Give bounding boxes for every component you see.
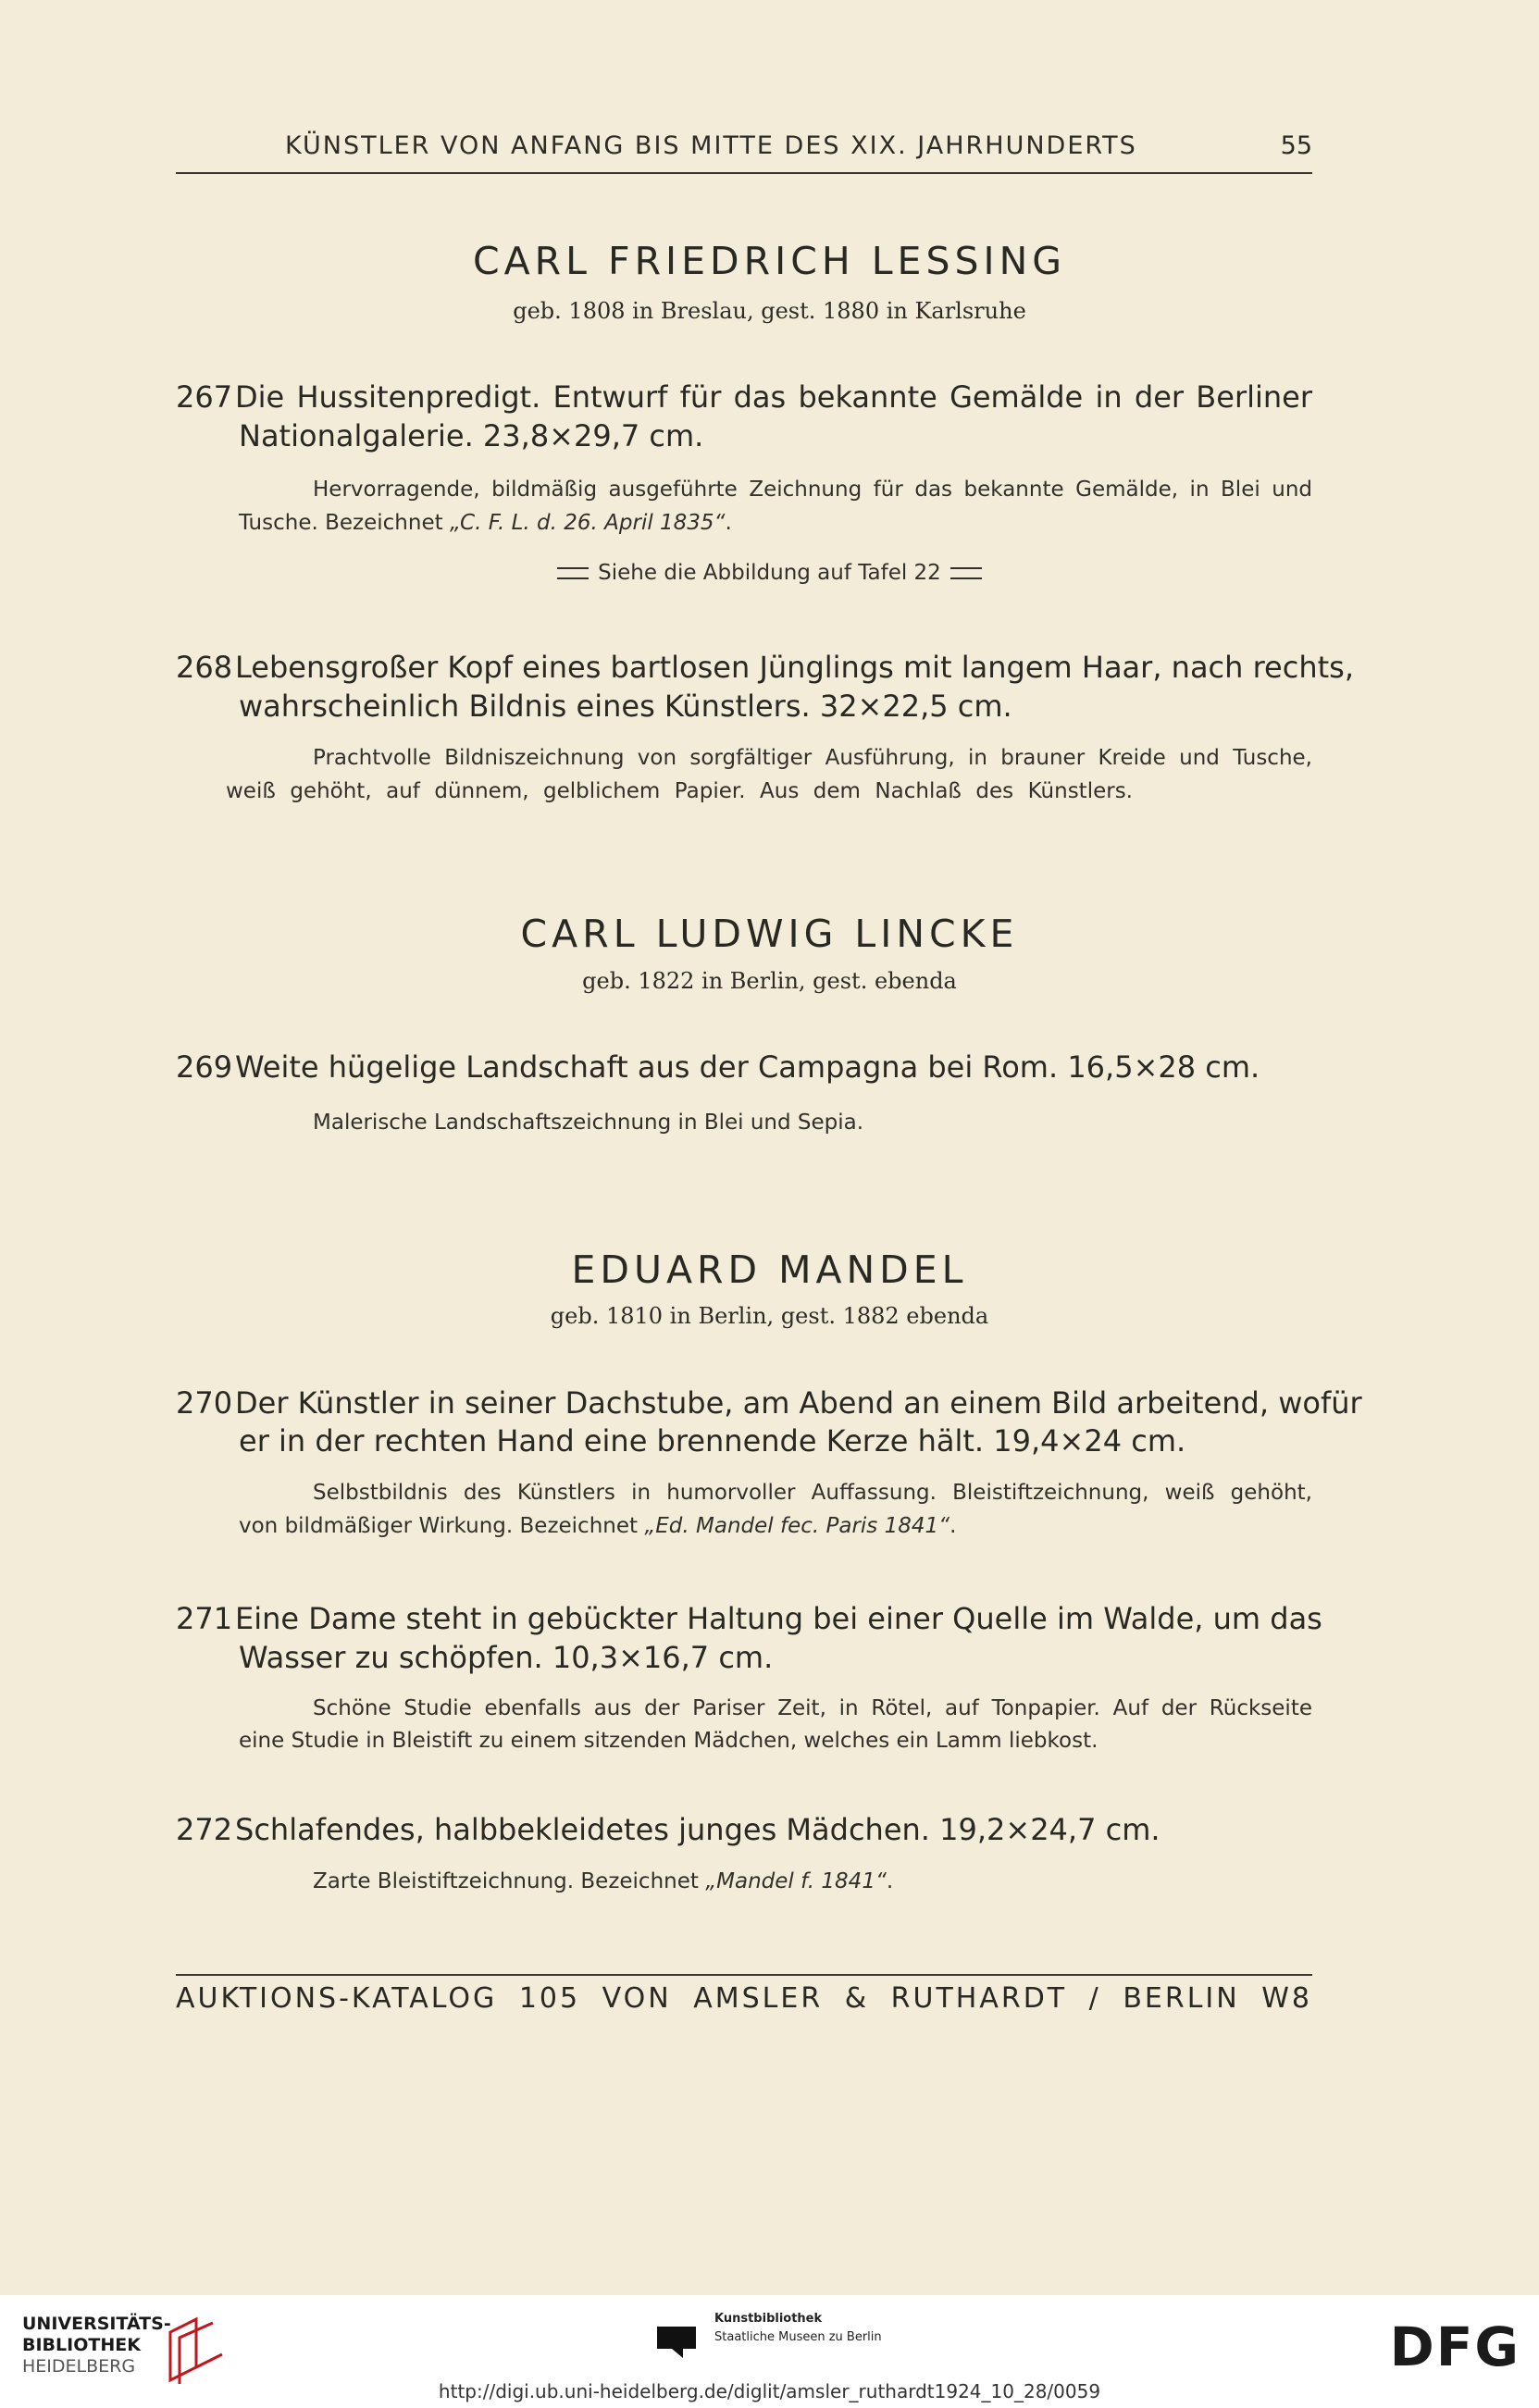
kunstbibliothek-icon bbox=[655, 2323, 698, 2360]
viewer-bottom-bar bbox=[0, 2295, 1539, 2408]
lot-number: 268 bbox=[176, 650, 233, 685]
lot-number: 271 bbox=[176, 1601, 233, 1636]
dfg-logo[interactable]: DFG bbox=[1389, 2315, 1520, 2378]
lot-271-line-2: Wasser zu schöpfen. 10,3×16,7 cm. bbox=[239, 1640, 774, 1675]
lot-number: 269 bbox=[176, 1049, 233, 1085]
artist-dates-lincke: geb. 1822 in Berlin, gest. ebenda bbox=[582, 968, 957, 994]
kunstbibliothek-logo[interactable]: Kunstbibliothek Staatliche Museen zu Berlin bbox=[655, 2310, 896, 2365]
library-name: UNIVERSITÄTS- BIBLIOTHEK HEIDELBERG bbox=[22, 2314, 171, 2377]
lot-269-line-1: 269Weite hügelige Landschaft aus der Campagna bei Rom. 16,5×28 cm. bbox=[176, 1049, 1260, 1085]
lot-272-note-1: Zarte Bleistiftzeichnung. Bezeichnet „Mandel f. 1841“. bbox=[313, 1869, 894, 1893]
double-rule-right bbox=[950, 567, 982, 579]
lot-271-note-1: Schöne Studie ebenfalls aus der Pariser Zeit, in Rötel, auf Tonpapier. Auf der Rückseite bbox=[313, 1696, 1312, 1720]
lot-268-note-1: Prachtvolle Bildniszeichnung von sorgfältiger Ausführung, in brauner Kreide und Tusche, bbox=[313, 746, 1312, 770]
lot-270-line-2: er in der rechten Hand eine brennende Kerze hält. 19,4×24 cm. bbox=[239, 1423, 1186, 1458]
lot-271-note-2: eine Studie in Bleistift zu einem sitzenden Mädchen, welches ein Lamm liebkost. bbox=[239, 1729, 1098, 1753]
permalink-url[interactable]: http://digi.ub.uni-heidelberg.de/diglit/amsler_ruthardt1924_10_28/0059 bbox=[438, 2380, 1101, 2402]
lot-269-note-1: Malerische Landschaftszeichnung in Blei und Sepia. bbox=[313, 1111, 864, 1135]
catalog-footer: AUKTIONS-KATALOG 105 VON AMSLER & RUTHARDT / BERLIN W8 bbox=[176, 1982, 1312, 2015]
footer-rule bbox=[176, 1974, 1312, 1976]
running-head bbox=[176, 131, 1312, 178]
lot-267-line-1: 267Die Hussitenpredigt. Entwurf für das bekannte Gemälde in der Berliner bbox=[176, 379, 1312, 415]
running-head-title: KÜNSTLER VON ANFANG BIS MITTE DES XIX. JAHRHUNDERTS bbox=[285, 131, 1137, 160]
lot-268-line-1: 268Lebensgroßer Kopf eines bartlosen Jünglings mit langem Haar, nach rechts, bbox=[176, 650, 1354, 685]
lot-268-line-2: wahrscheinlich Bildnis eines Künstlers. 32×22,5 cm. bbox=[239, 689, 1012, 724]
double-rule-left bbox=[557, 567, 589, 579]
lot-number: 270 bbox=[176, 1385, 233, 1421]
lot-267-note-2: Tusche. Bezeichnet „C. F. L. d. 26. April 1835“. bbox=[239, 511, 732, 535]
plate-reference: Siehe die Abbildung auf Tafel 22 bbox=[0, 561, 1539, 585]
header-rule bbox=[176, 172, 1312, 174]
heidelberg-library-logo[interactable] bbox=[22, 2314, 226, 2388]
artist-heading-mandel: EDUARD MANDEL bbox=[571, 1247, 968, 1292]
lot-270-line-1: 270Der Künstler in seiner Dachstube, am Abend an einem Bild arbeitend, wofür bbox=[176, 1385, 1362, 1421]
lot-267-line-2: Nationalgalerie. 23,8×29,7 cm. bbox=[239, 418, 704, 453]
artist-dates-lessing: geb. 1808 in Breslau, gest. 1880 in Karlsruhe bbox=[513, 298, 1026, 324]
lot-267-note-1: Hervorragende, bildmäßig ausgeführte Zeichnung für das bekannte Gemälde, in Blei und bbox=[313, 478, 1312, 502]
lot-270-note-1: Selbstbildnis des Künstlers in humorvoller Auffassung. Bleistiftzeichnung, weiß gehöht, bbox=[313, 1481, 1312, 1505]
artist-dates-mandel: geb. 1810 in Berlin, gest. 1882 ebenda bbox=[550, 1303, 989, 1329]
artist-heading-lessing: CARL FRIEDRICH LESSING bbox=[472, 239, 1067, 283]
lot-272-line-1: 272Schlafendes, halbbekleidetes junges Mädchen. 19,2×24,7 cm. bbox=[176, 1812, 1160, 1847]
lot-number: 267 bbox=[176, 379, 233, 415]
page-number: 55 bbox=[1280, 131, 1312, 160]
lot-number: 272 bbox=[176, 1812, 233, 1847]
artist-heading-lincke: CARL LUDWIG LINCKE bbox=[520, 912, 1019, 956]
lot-268-note-2: weiß gehöht, auf dünnem, gelblichem Papier. Aus dem Nachlaß des Künstlers. bbox=[226, 779, 1133, 803]
library-emblem-icon bbox=[159, 2315, 233, 2386]
lot-270-note-2: von bildmäßiger Wirkung. Bezeichnet „Ed. Mandel fec. Paris 1841“. bbox=[239, 1514, 957, 1538]
lot-271-line-1: 271Eine Dame steht in gebückter Haltung bei einer Quelle im Walde, um das bbox=[176, 1601, 1322, 1636]
